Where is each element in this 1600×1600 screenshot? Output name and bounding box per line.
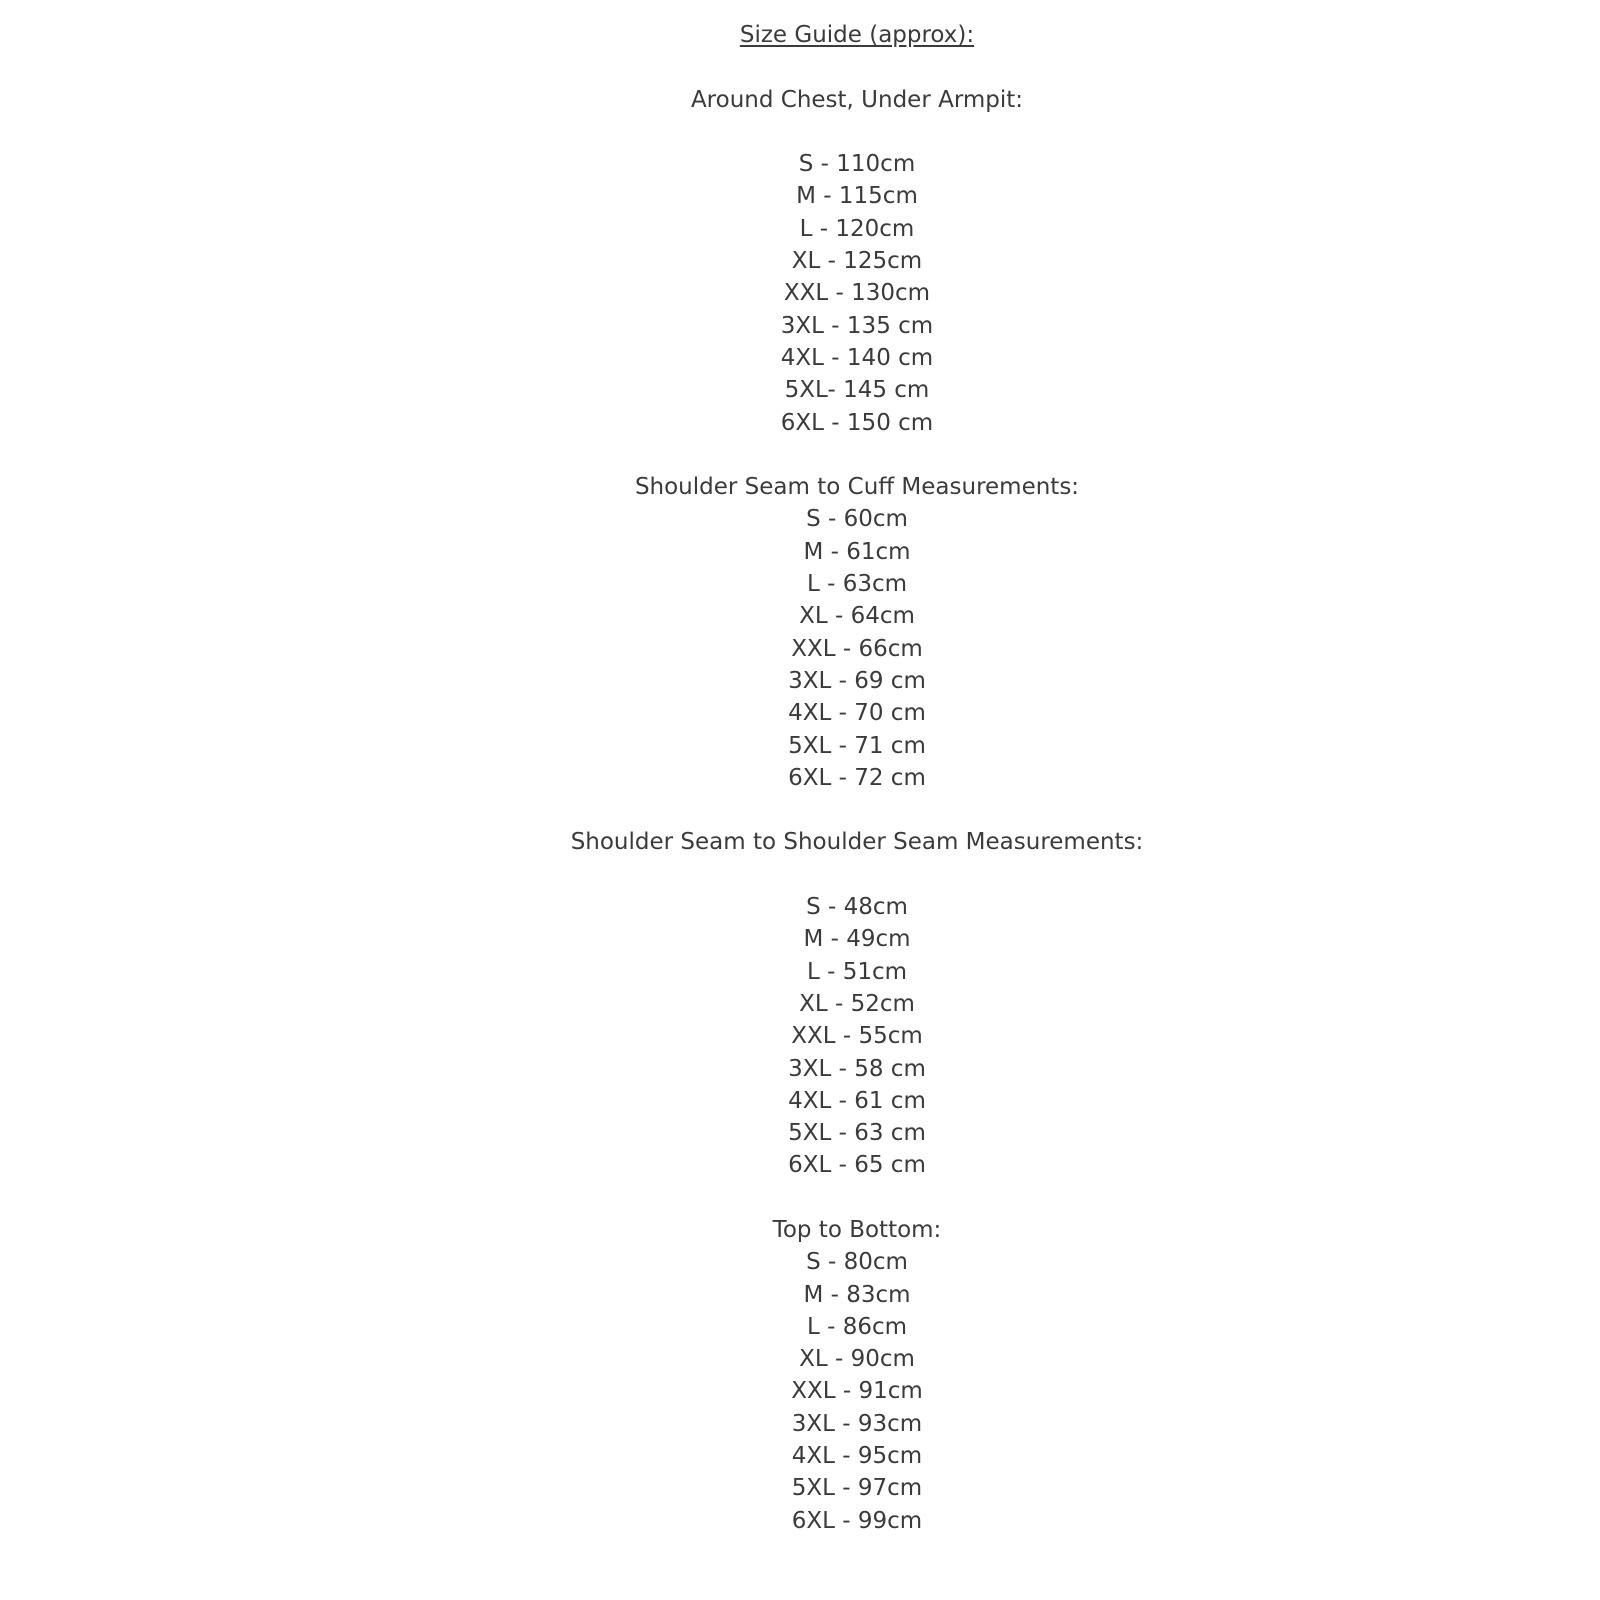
- size-item: S - 80cm: [806, 1249, 908, 1276]
- size-guide-document: [114, 19, 1600, 1537]
- size-section: [114, 1214, 1600, 1537]
- size-sections-container: [114, 84, 1600, 1537]
- size-item: L - 86cm: [806, 1313, 908, 1340]
- size-item: XL - 64cm: [799, 603, 915, 630]
- size-item: 5XL- 145 cm: [784, 377, 930, 404]
- size-section: [114, 84, 1600, 439]
- size-item: XXL - 130cm: [783, 280, 931, 307]
- page-title: Size Guide (approx):: [739, 22, 975, 48]
- size-item: XL - 125cm: [791, 248, 923, 275]
- section-heading: Shoulder Seam to Cuff Measurements:: [634, 474, 1080, 501]
- size-item: XL - 52cm: [799, 990, 915, 1017]
- size-item: 6XL - 65 cm: [788, 1152, 926, 1179]
- size-item: 3XL - 93cm: [791, 1410, 923, 1437]
- size-item: 3XL - 69 cm: [788, 667, 926, 694]
- size-item: M - 83cm: [803, 1281, 911, 1308]
- size-item: 6XL - 99cm: [791, 1507, 923, 1534]
- size-item: 6XL - 150 cm: [780, 409, 934, 436]
- section-items: [114, 1246, 1600, 1537]
- size-item: 5XL - 71 cm: [788, 732, 926, 759]
- size-item: M - 49cm: [803, 926, 911, 953]
- size-item: M - 115cm: [796, 183, 918, 210]
- size-item: L - 63cm: [806, 571, 908, 598]
- size-item: S - 110cm: [798, 151, 916, 178]
- section-heading: Around Chest, Under Armpit:: [690, 86, 1024, 113]
- size-item: 4XL - 95cm: [791, 1443, 923, 1470]
- size-item: XL - 90cm: [799, 1346, 915, 1373]
- section-heading: Top to Bottom:: [772, 1216, 942, 1243]
- size-item: 3XL - 58 cm: [788, 1055, 926, 1082]
- size-item: 4XL - 140 cm: [780, 344, 934, 371]
- section-heading: Shoulder Seam to Shoulder Seam Measurements:: [570, 829, 1144, 856]
- size-item: 4XL - 61 cm: [788, 1087, 926, 1114]
- size-item: L - 51cm: [806, 958, 908, 985]
- size-item: 6XL - 72 cm: [788, 764, 926, 791]
- section-items: [114, 503, 1600, 794]
- section-items: [114, 148, 1600, 439]
- size-item: 5XL - 97cm: [791, 1475, 923, 1502]
- size-item: XXL - 91cm: [791, 1378, 923, 1405]
- size-section: [114, 471, 1600, 794]
- size-section: [114, 826, 1600, 1181]
- section-items: [114, 891, 1600, 1182]
- size-item: S - 48cm: [806, 894, 908, 921]
- size-item: 4XL - 70 cm: [788, 700, 926, 727]
- size-item: XXL - 55cm: [791, 1023, 923, 1050]
- size-item: 5XL - 63 cm: [788, 1120, 926, 1147]
- size-item: XXL - 66cm: [791, 635, 923, 662]
- size-item: L - 120cm: [799, 215, 915, 242]
- size-item: M - 61cm: [803, 538, 911, 565]
- size-item: 3XL - 135 cm: [780, 312, 934, 339]
- size-item: S - 60cm: [806, 506, 908, 533]
